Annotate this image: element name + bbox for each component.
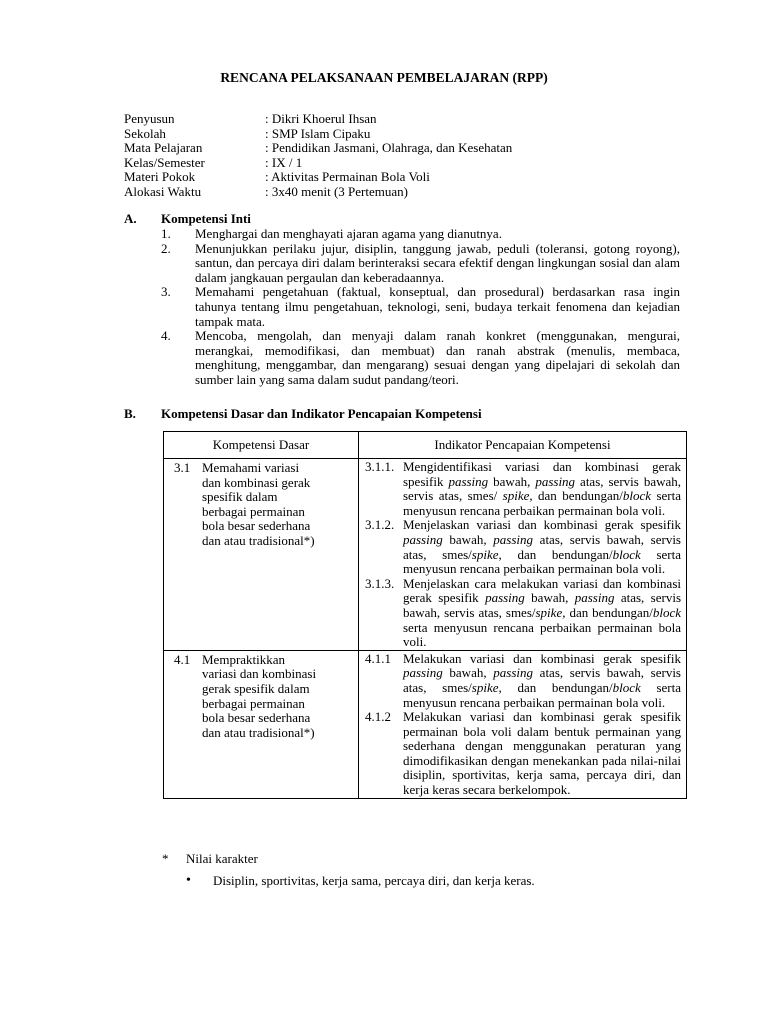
kd-entry xyxy=(174,461,354,549)
italic-term: spike, xyxy=(471,679,502,695)
info-row xyxy=(124,185,684,200)
ki-item xyxy=(161,285,680,329)
text-run: atas, servis bawah, servis atas, smes/ xyxy=(403,590,682,620)
kd-line: gerak spesifik dalam xyxy=(202,680,310,696)
indicator-item xyxy=(365,518,681,576)
text-run: serta menyusun rencana perbaikan permainan bola voli. xyxy=(403,679,681,710)
indicator-text xyxy=(403,577,681,650)
indicator-text xyxy=(403,460,681,518)
header-indikator: Indikator Pencapaian Kompetensi xyxy=(359,432,687,459)
indicator-number: 4.1.2 xyxy=(365,709,391,725)
ki-number: 4. xyxy=(161,328,171,344)
text-run: serta menyusun rencana perbaikan permainan bola voli. xyxy=(403,546,681,577)
note-text: Nilai karakter xyxy=(186,851,258,866)
info-row xyxy=(124,112,684,127)
ki-number: 2. xyxy=(161,240,171,256)
kd-line: Memahami variasi xyxy=(202,460,300,475)
kd-number: 4.1 xyxy=(174,651,191,667)
indicator-number: 3.1.3. xyxy=(365,575,395,591)
indicator-text xyxy=(403,518,681,576)
kd-line: Mempraktikkan xyxy=(202,651,286,667)
italic-term: passing xyxy=(403,531,443,547)
info-row xyxy=(124,156,684,171)
text-run: dan bendungan/ xyxy=(501,546,613,562)
text-run: atas, servis bawah, servis atas, smes/ xyxy=(403,531,681,562)
info-row xyxy=(124,170,684,185)
italic-term: block xyxy=(622,488,652,504)
ki-item xyxy=(161,329,680,387)
indicator-text xyxy=(403,652,681,710)
italic-term: block xyxy=(652,604,681,620)
text-run: bawah, xyxy=(524,590,575,606)
ki-item xyxy=(161,242,680,286)
italic-term: block xyxy=(612,546,641,562)
text-run: Melakukan variasi dan kombinasi gerak spesifik permainan bola voli dalam bentuk permainan yang sederhana dengan menggunakan peraturan yang dimodifikasikan dengan menekankan pada nilai-nilai disiplin, sportivitas, kerja sama, percaya diri, dan kerja keras secara berkelompok. xyxy=(403,709,681,798)
info-value: : Pendidikan Jasmani, Olahraga, dan Kesehatan xyxy=(265,140,513,156)
text-run: Mengidentifikasi variasi dan kombinasi gerak spesifik xyxy=(403,459,681,489)
kd-line: variasi dan kombinasi xyxy=(202,666,317,682)
kd-line: dan atau tradisional*) xyxy=(202,724,315,740)
kd-line: dan kombinasi gerak xyxy=(202,474,311,490)
kd-cell xyxy=(164,459,359,651)
section-b-title: Kompetensi Dasar dan Indikator Pencapaian Kompetensi xyxy=(161,406,482,421)
text-run: serta menyusun rencana perbaikan permainan bola voli. xyxy=(403,488,682,518)
section-a-letter: A. xyxy=(124,211,137,226)
kd-cell xyxy=(164,650,359,798)
ki-number: 1. xyxy=(161,226,171,241)
italic-term: passing xyxy=(485,590,525,606)
info-label: Penyusun xyxy=(124,111,175,126)
text-run: dan bendungan/ xyxy=(565,604,653,620)
text-run: atas, servis bawah, servis atas, smes/ xyxy=(403,473,681,504)
kd-line: dan atau tradisional*) xyxy=(202,532,315,548)
info-label: Alokasi Waktu xyxy=(124,183,202,199)
text-run: bawah, xyxy=(488,473,536,489)
indicator-number: 3.1.2. xyxy=(365,517,395,533)
info-row xyxy=(124,141,684,156)
info-value: : SMP Islam Cipaku xyxy=(265,125,371,141)
bullet-text: Disiplin, sportivitas, kerja sama, percaya diri, dan kerja keras. xyxy=(213,873,535,888)
identity-block xyxy=(124,112,684,200)
italic-term: spike, xyxy=(471,546,502,562)
header-kompetensi-dasar: Kompetensi Dasar xyxy=(164,432,359,459)
italic-term: passing xyxy=(493,531,533,547)
indicator-text xyxy=(403,710,681,798)
italic-term: passing xyxy=(403,665,443,681)
info-value: : IX / 1 xyxy=(265,154,303,170)
kd-line: spesifik dalam xyxy=(202,489,278,505)
text-run: dan bendungan/ xyxy=(501,679,613,695)
info-value: : Dikri Khoerul Ihsan xyxy=(265,111,377,126)
italic-term: block xyxy=(612,679,641,695)
text-run: Menjelaskan variasi dan kombinasi gerak spesifik xyxy=(403,517,681,533)
section-a-heading xyxy=(124,212,251,227)
text-run: bawah, xyxy=(442,665,494,681)
info-label: Kelas/Semester xyxy=(124,154,205,170)
section-b-letter: B. xyxy=(124,406,136,421)
ki-text: Menghargai dan menghayati ajaran agama yang dianutnya. xyxy=(195,226,502,241)
info-label: Materi Pokok xyxy=(124,169,196,185)
character-bullet xyxy=(186,874,535,889)
ki-text: Menunjukkan perilaku jujur, disiplin, tanggung jawab, peduli (toleransi, gotong royong), santun, dan percaya diri dalam berinteraksi secara efektif dengan lingkungan sosial dan alam dalam jangkauan pergaulan dan keberadaannya. xyxy=(195,240,680,285)
indicator-item xyxy=(365,710,681,798)
note-asterisk: * xyxy=(162,851,169,866)
kompetensi-inti-list xyxy=(161,227,680,388)
info-label: Mata Pelajaran xyxy=(124,140,203,156)
kd-line: berbagai permainan xyxy=(202,503,305,519)
italic-term: passing xyxy=(574,590,615,606)
kd-entry xyxy=(174,653,354,741)
info-row xyxy=(124,127,684,142)
document-title: RENCANA PELAKSANAAN PEMBELAJARAN (RPP) xyxy=(220,70,548,85)
text-run: Melakukan variasi dan kombinasi gerak spesifik xyxy=(403,650,681,666)
section-b-heading xyxy=(124,407,482,422)
info-label: Sekolah xyxy=(124,125,166,141)
text-run: dan bendungan/ xyxy=(532,488,623,504)
indicator-number: 3.1.1. xyxy=(365,459,395,474)
kd-text xyxy=(202,461,354,549)
ki-text: Mencoba, mengolah, dan menyaji dalam ranah konkret (menggunakan, mengurai, merangkai, memodifikasi, dan membuat) dan ranah abstrak (menulis, membaca, menghitung, menggambar, dan mengarang) sesuai dengan yang dipelajari di sekolah dan sumber lain yang sama dalam sudut pandang/teori. xyxy=(195,328,680,387)
text-run: bawah, xyxy=(442,531,494,547)
kd-line: bola besar sederhana xyxy=(202,518,311,534)
indicator-cell xyxy=(359,650,687,798)
character-note xyxy=(162,852,258,867)
kd-number: 3.1 xyxy=(174,460,191,475)
text-run: Menjelaskan cara melakukan variasi dan kombinasi gerak spesifik xyxy=(403,575,681,606)
section-a-title: Kompetensi Inti xyxy=(161,211,251,226)
kd-text xyxy=(202,653,354,741)
info-value: : Aktivitas Permainan Bola Voli xyxy=(265,169,430,185)
italic-term: passing xyxy=(535,473,576,489)
indicator-item xyxy=(365,652,681,710)
kd-indicator-table xyxy=(163,431,687,799)
table-header-row xyxy=(164,432,687,459)
indicator-item xyxy=(365,577,681,650)
kd-line: bola besar sederhana xyxy=(202,710,311,726)
table-row xyxy=(164,650,687,798)
bullet-icon: • xyxy=(186,873,191,888)
info-value: : 3x40 menit (3 Pertemuan) xyxy=(265,183,408,199)
table-row xyxy=(164,459,687,651)
indicator-item xyxy=(365,460,681,518)
text-run: atas, servis bawah, servis atas, smes/ xyxy=(403,665,681,695)
italic-term: passing xyxy=(493,665,533,681)
italic-term: spike, xyxy=(502,488,533,504)
ki-item xyxy=(161,227,680,242)
ki-text: Memahami pengetahuan (faktual, konseptual, dan prosedural) berdasarkan rasa ingin tahunya tentang ilmu pengetahuan, teknologi, seni, budaya terkait fenomena dan kejadian tampak mata. xyxy=(195,284,680,329)
italic-term: passing xyxy=(448,473,489,489)
indicator-number: 4.1.1 xyxy=(365,650,391,666)
italic-term: spike, xyxy=(535,604,566,620)
text-run: serta menyusun rencana perbaikan permainan bola voli. xyxy=(403,619,681,650)
indicator-cell xyxy=(359,459,687,651)
kd-line: berbagai permainan xyxy=(202,695,305,711)
ki-number: 3. xyxy=(161,284,171,300)
